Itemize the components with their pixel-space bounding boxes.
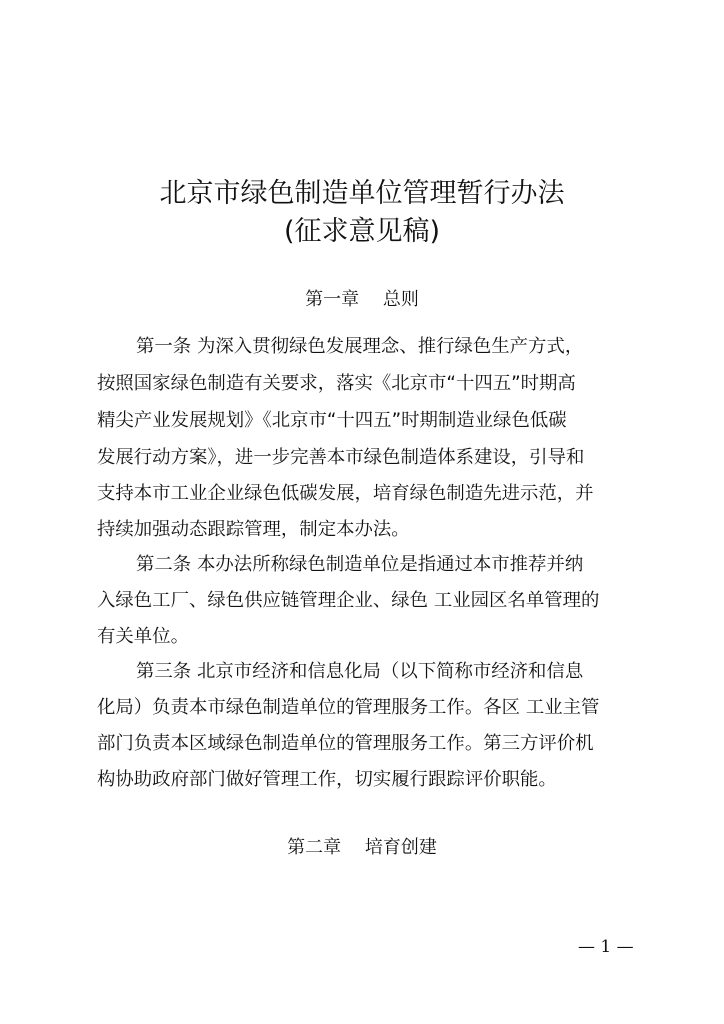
paragraph-line: 入绿色工厂、绿色供应链管理企业、绿色 工业园区名单管理的: [97, 590, 600, 611]
paragraph-line: 构协助政府部门做好管理工作，切实履行跟踪评价职能。: [97, 769, 557, 790]
chapter-heading-2: 第二章 培育创建: [287, 837, 437, 858]
paragraph-line: 第一条 为深入贯彻绿色发展理念、推行绿色生产方式，: [136, 336, 584, 357]
document-title: 北京市绿色制造单位管理暂行办法: [159, 178, 565, 209]
paragraph-line: 发展行动方案》，进一步完善本市绿色制造体系建设，引导和: [97, 447, 585, 468]
document-subtitle: (征求意见稿): [283, 216, 441, 247]
paragraph-line: 第三条 北京市经济和信息化局（以下简称市经济和信息: [136, 661, 584, 682]
page-number: — 1 —: [578, 937, 634, 957]
paragraph-line: 部门负责本区域绿色制造单位的管理服务工作。第三方评价机: [97, 733, 594, 754]
chapter-heading-1: 第一章 总则: [305, 289, 419, 310]
paragraph-line: 化局）负责本市绿色制造单位的管理服务工作。各区 工业主管: [97, 697, 600, 718]
paragraph-line: 精尖产业发展规划》《北京市“十四五”时期制造业绿色低碳: [97, 410, 567, 431]
paragraph-line: 有关单位。: [97, 626, 189, 647]
paragraph-line: 支持本市工业企业绿色低碳发展，培育绿色制造先进示范，并: [97, 483, 594, 504]
paragraph-line: 持续加强动态跟踪管理，制定本办法。: [97, 519, 410, 540]
paragraph-line: 第二条 本办法所称绿色制造单位是指通过本市推荐并纳: [136, 554, 584, 575]
paragraph-line: 按照国家绿色制造有关要求，落实《北京市“十四五”时期高: [97, 373, 576, 394]
